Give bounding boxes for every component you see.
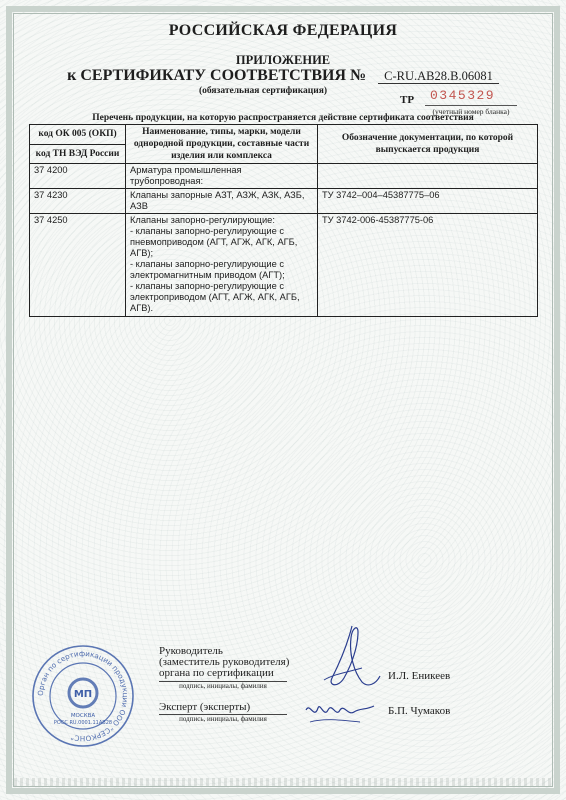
product-line: - клапаны запорно-регулирующие с [130, 259, 284, 269]
head-title-line: Руководитель [159, 645, 223, 657]
header-okp: код ОК 005 (ОКП) [30, 125, 126, 145]
certificate-number: C-RU.AB28.B.06081 [378, 69, 499, 84]
country-title: РОССИЙСКАЯ ФЕДЕРАЦИЯ [168, 22, 398, 39]
table-row [30, 164, 538, 189]
product-line: Клапаны запорно-регулирующие: [130, 215, 275, 225]
products-table [29, 124, 538, 317]
row-product: Арматура промышленная трубопроводная: [126, 164, 318, 189]
signature-caption: подпись, инициалы, фамилия [179, 682, 267, 690]
row-product: Клапаны запорные АЗТ, АЗЖ, АЗК, АЗБ, АЗВ [126, 189, 318, 214]
row-doc: ТУ 3742–004–45387775–06 [318, 189, 538, 214]
product-line: АГВ); [130, 248, 154, 258]
head-name: И.Л. Еникеев [388, 670, 451, 682]
form-serial-number: 0345329 [430, 88, 496, 103]
appendix-title: ПРИЛОЖЕНИЕ [235, 53, 331, 67]
expert-name: Б.П. Чумаков [388, 705, 451, 717]
stamp-ring-text: Орган по сертификации продукции ООО "СЕРКОНС" [35, 648, 131, 744]
official-stamp [30, 643, 136, 749]
product-line: АГВ). [130, 303, 154, 313]
signature-caption: подпись, инициалы, фамилия [179, 715, 267, 723]
product-line: - клапаны запорно-регулирующие с [130, 226, 284, 236]
expert-autograph [300, 692, 380, 732]
head-title-line: органа по сертификации [159, 667, 274, 679]
row-product [126, 214, 318, 317]
row-code: 37 4250 [30, 214, 126, 317]
table-row [30, 189, 538, 214]
stamp-city: МОСКВА [70, 713, 96, 719]
certificate-heading [0, 67, 566, 85]
product-line: электромагнитным приводом (АГТ); [130, 270, 285, 280]
row-code: 37 4230 [30, 189, 126, 214]
head-title [159, 646, 289, 679]
product-line: пневмоприводом (АГТ, АГЖ, АГК, АГБ, [130, 237, 298, 247]
table-row [30, 214, 538, 317]
stamp-initials: МП [73, 689, 93, 700]
product-line: электроприводом (АГТ, АГЖ, АГК, АГБ, [130, 292, 300, 302]
mandatory-note: (обязательная сертификация) [198, 86, 328, 96]
row-doc [318, 164, 538, 189]
row-doc: ТУ 3742-006-45387775-06 [318, 214, 538, 317]
head-autograph [318, 622, 388, 692]
table-header-row [30, 125, 538, 145]
product-line: - клапаны запорно-регулирующие с [130, 281, 284, 291]
row-code: 37 4200 [30, 164, 126, 189]
product-list-title: Перечень продукции, на которую распространяется действие сертификата соответствия [92, 113, 474, 123]
number-sign: № [350, 67, 367, 84]
header-product-name: Наименование, типы, марки, модели однородной продукции, составные части изделия или комплекса [126, 125, 318, 164]
tp-label: ТР [400, 94, 415, 106]
certificate-prefix: к СЕРТИФИКАТУ СООТВЕТСТВИЯ [67, 67, 347, 84]
stamp-registration: РОСС RU.0001.11AB28 [53, 720, 113, 726]
head-title-line: (заместитель руководителя) [159, 656, 290, 668]
expert-title: Эксперт (эксперты) [159, 701, 251, 713]
header-documentation: Обозначение документации, по которой выпускается продукция [318, 125, 538, 164]
header-tn-ved: код ТН ВЭД России [30, 144, 126, 164]
serial-caption: (учетный номер бланка) [425, 105, 517, 116]
bottom-security-strip [14, 778, 552, 786]
